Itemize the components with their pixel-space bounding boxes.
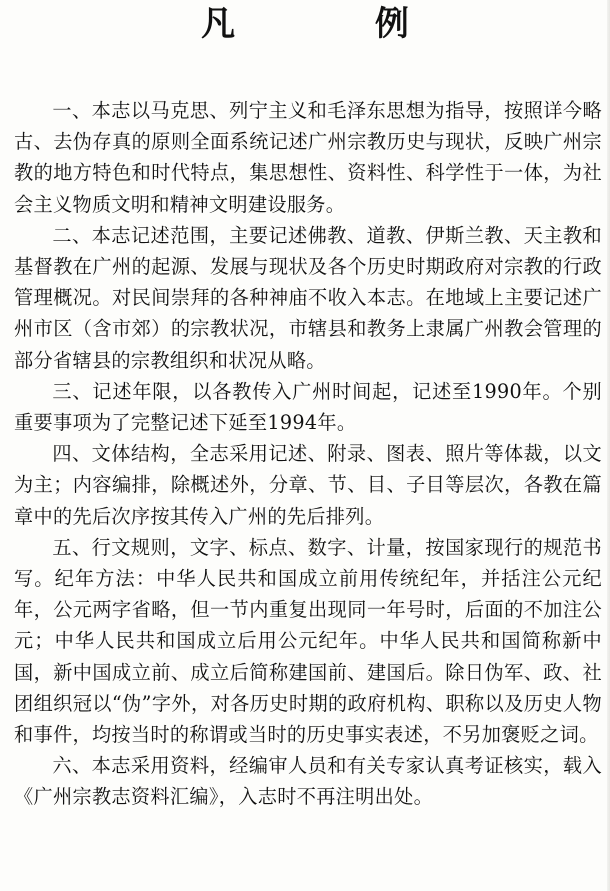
paragraph-2: 二、本志记述范围，主要记述佛教、道教、伊斯兰教、天主教和基督教在广州的起源、发展与现状及各个历史时期政府对宗教的行政管理概况。对民间崇拜的各种神庙不收入本志。在地域上主要记述广州市区（含市郊）的宗教状况，市辖县和教务上隶属广州教会管理的部分省辖县的宗教组织和状况从略。 — [14, 223, 602, 372]
paragraph-6: 六、本志采用资料，经编审人员和有关专家认真考证核实，载入《广州宗教志资料汇编》，入志时不再注明出处。 — [14, 754, 602, 809]
paragraph-4: 四、文体结构，全志采用记述、附录、图表、照片等体裁，以文为主；内容编排，除概述外，分章、节、目、子目等层次，各教在篇章中的先后次序按其传入广州的先后排列。 — [14, 442, 602, 528]
document-body — [14, 95, 602, 813]
paragraph-1: 一、本志以马克思、列宁主义和毛泽东思想为指导，按照详今略古、去伪存真的原则全面系统记述广州宗教历史与现状，反映广州宗教的地方特色和时代特点，集思想性、资料性、科学性于一体，为社会主义物质文明和精神文明建设服务。 — [14, 99, 602, 216]
page-title: 凡 例 — [201, 4, 473, 44]
paragraph-3: 三、记述年限，以各教传入广州时间起，记述至1990年。个别重要事项为了完整记述下延至1994年。 — [14, 379, 602, 435]
paragraph-5: 五、行文规则，文字、标点、数字、计量，按国家现行的规范书写。纪年方法：中华人民共和国成立前用传统纪年，并括注公元纪年，公元两字省略，但一节内重复出现同一年号时，后面的不加注公元；中华人民共和国成立后用公元纪年。中华人民共和国简称新中国，新中国成立前、成立后简称建国前、建国后。除日伪军、政、社团组织冠以“伪”字外，对各历史时期的政府机构、职称以及历史人物和事件，均按当时的称谓或当时的历史事实表述，不另加褒贬之词。 — [14, 535, 602, 747]
